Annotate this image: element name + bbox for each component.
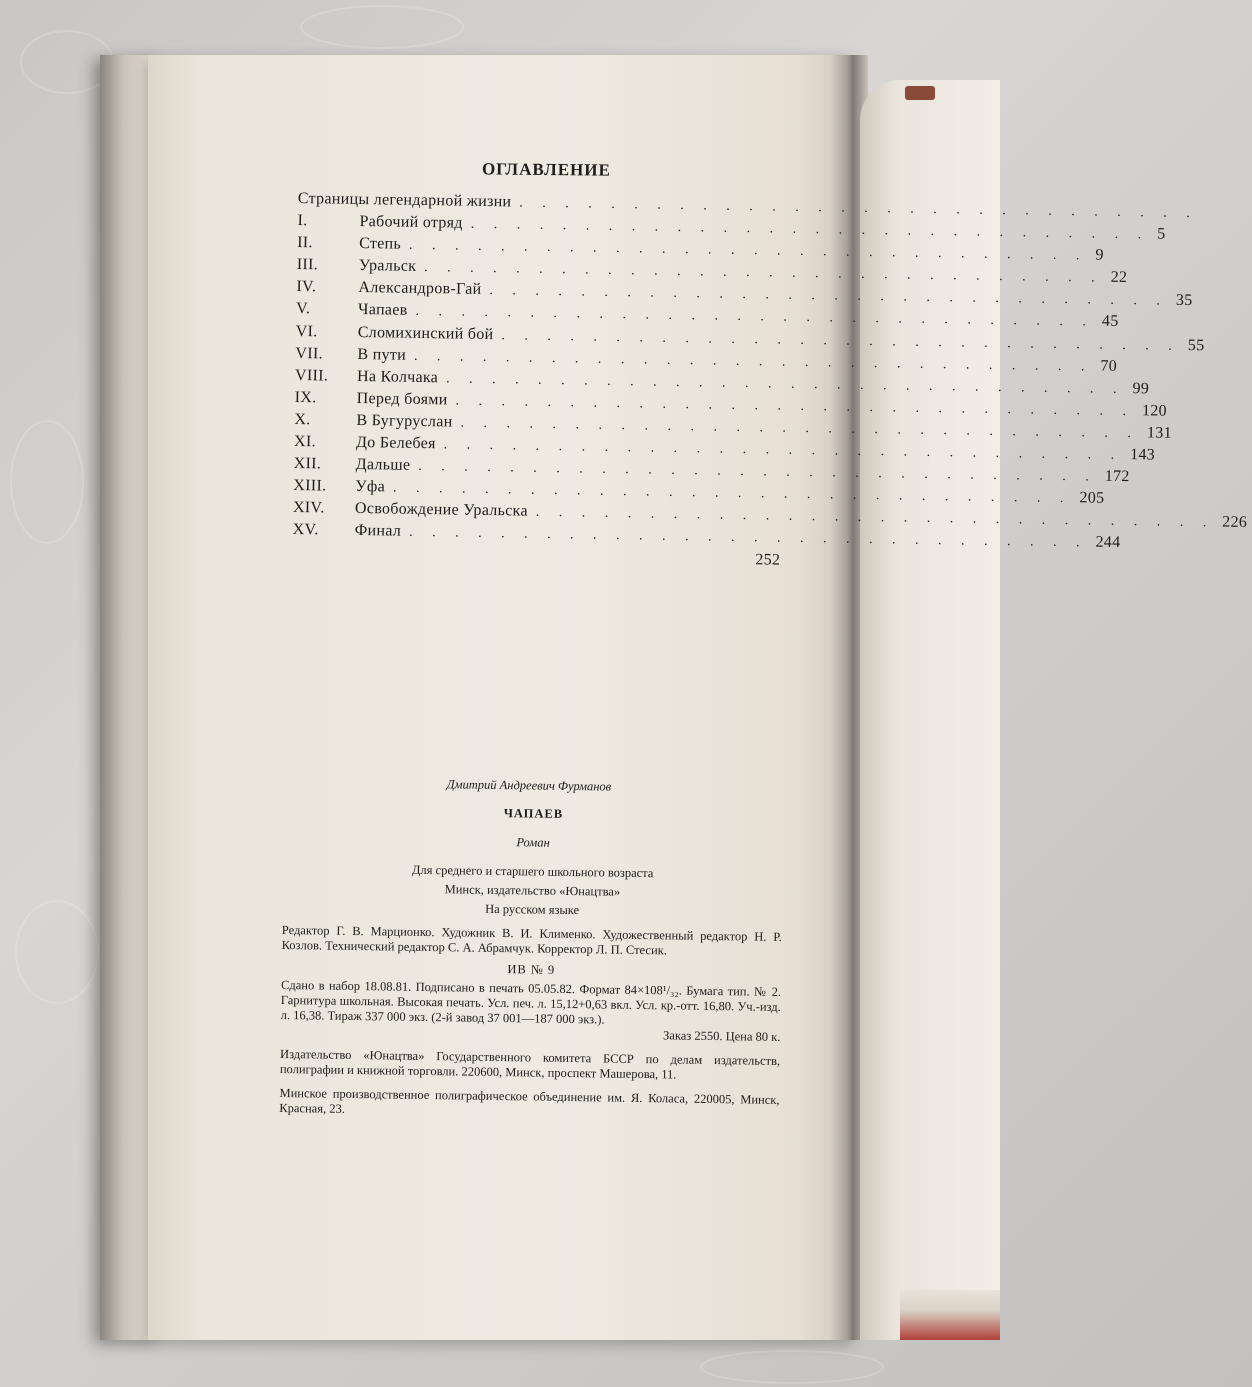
toc-chapter-number: II.	[297, 234, 313, 252]
colophon-publisher-address: Издательство «Юнацтва» Государственного комитета БССР по делам издательств, полиграфии и книжной торговли. 220600, Минск, проспект Машерова, 11.	[279, 1046, 781, 1082]
toc-chapter-page: 143	[1130, 446, 1156, 464]
toc-chapter-label: Уральск	[358, 257, 417, 276]
toc-chapter-page: 22	[1110, 269, 1128, 287]
toc-leader-dots: . . . . . . . . . . . . . . . . . . . . . . . . . . . . . .	[519, 195, 1198, 222]
colophon-editors: Редактор Г. В. Марционко. Художник В. И. Клименко. Художественный редактор Н. Р. Козлов. Технический редактор С. А. Абрамчук. Корректор Л. П. Стесик.	[281, 922, 782, 958]
table-of-contents	[292, 190, 1248, 573]
toc-leader-dots: . . . . . . . . . . . . . . . . . . . . . . . . . . . . . .	[415, 304, 1095, 330]
toc-chapter-label: Финал	[354, 522, 402, 541]
toc-chapter-label: Сломихинский бой	[357, 323, 494, 343]
toc-chapter-number: XV.	[292, 521, 319, 539]
toc-leader-dots: . . . . . . . . . . . . . . . . . . . . . . . . . . . . . .	[408, 237, 1088, 264]
toc-chapter-page: 205	[1079, 489, 1105, 507]
toc-chapter-number: VII.	[295, 344, 323, 363]
toc-chapter-label: Чапаев	[357, 301, 408, 320]
toc-leader-dots: . . . . . . . . . . . . . . . . . . . . . . . . . . . . . .	[460, 415, 1140, 442]
toc-chapter-page: 99	[1132, 379, 1150, 398]
toc-chapter-label: В пути	[357, 345, 407, 364]
toc-chapter-number: VI.	[295, 322, 318, 340]
toc-leader-dots: . . . . . . . . . . . . . . . . . . . . . . . . . . . . . .	[424, 260, 1103, 286]
toc-chapter-label: Освобождение Уральска	[354, 500, 528, 520]
toc-chapter-number: I.	[297, 212, 308, 230]
toc-chapter-page: 55	[1187, 336, 1205, 354]
toc-title: ОГЛАВЛЕНИЕ	[481, 159, 612, 180]
toc-chapter-number: XI.	[293, 433, 316, 451]
toc-leader-dots: . . . . . . . . . . . . . . . . . . . . . . . . . . . . . .	[455, 393, 1135, 420]
toc-chapter-page: 5	[1157, 225, 1166, 243]
colophon-genre: Роман	[516, 835, 550, 850]
toc-leader-dots: . . . . . . . . . . . . . . . . . . . . . . . . . . . . . .	[418, 459, 1097, 485]
toc-chapter-page: 172	[1104, 467, 1130, 486]
toc-chapter-number: IV.	[296, 278, 317, 296]
colophon-author: Дмитрий Андреевич Фурманов	[446, 777, 612, 794]
toc-chapter-number: III.	[296, 256, 319, 274]
toc-chapter-number	[292, 556, 354, 557]
colophon-print-details: Сдано в набор 18.08.81. Подписано в печать 05.05.82. Формат 84×108¹/₃₂. Бумага тип. № 2. Гарнитура школьная. Высокая печать. Усл. печ. л. 15,12+0,63 вкл. Усл. кр.-отт. 16,80. Уч.-изд. л. 16,38. Тираж 337 000 экз. (2-й завод 37 001—187 000 экз.).	[280, 977, 782, 1027]
toc-leader-dots: . . . . . . . . . . . . . . . . . . . . . . . . . . . . . .	[501, 327, 1180, 354]
colophon-language: На русском языке	[485, 901, 580, 918]
toc-leader-dots: . . . . . . . . . . . . . . . . . . . . . . . . . . . . . .	[443, 437, 1123, 464]
toc-chapter-label: До Белебея	[355, 433, 436, 453]
colophon-iv-number: ИВ № 9	[507, 962, 556, 977]
toc-chapter-page: 252	[755, 550, 781, 569]
toc-chapter-number: XIII.	[293, 477, 327, 495]
toc-chapter-page: 226	[1222, 513, 1248, 532]
toc-chapter-label: На Колчака	[356, 367, 439, 386]
toc-chapter-label: Перед боями	[356, 389, 448, 409]
toc-chapter-page: 35	[1175, 292, 1193, 310]
colophon	[279, 775, 784, 1123]
colophon-audience: Для среднего и старшего школьного возраста	[411, 862, 654, 881]
toc-chapter-page: 131	[1146, 424, 1172, 442]
colophon-title: ЧАПАЕВ	[503, 806, 564, 821]
colophon-order-price: Заказ 2550. Цена 80 к.	[662, 1028, 781, 1044]
toc-chapter-number: V.	[295, 300, 311, 318]
toc-leader-dots	[362, 558, 732, 564]
toc-chapter-label: В Бугуруслан	[356, 411, 453, 431]
toc-leader-dots: . . . . . . . . . . . . . . . . . . . . . . . . . . . . . .	[489, 283, 1168, 310]
toc-chapter-label: Дальше	[355, 456, 411, 474]
toc-chapter-page: 45	[1101, 313, 1119, 331]
toc-chapter-number: XIV.	[292, 499, 325, 517]
toc-chapter-label: Уфа	[355, 478, 386, 496]
colophon-printer: Минское производственное полиграфическое объединение им. Я. Коласа, 220005, Минск, Красная, 23.	[279, 1085, 780, 1116]
toc-chapter-page: 9	[1095, 246, 1104, 264]
toc-chapter-page: 70	[1100, 357, 1118, 375]
toc-leader-dots: . . . . . . . . . . . . . . . . . . . . . . . . . . . . . .	[392, 480, 1072, 507]
toc-chapter-number: X.	[294, 410, 311, 429]
toc-chapter-page: 120	[1141, 402, 1168, 420]
toc-chapter-label: Александров-Гай	[358, 279, 482, 299]
toc-leader-dots: . . . . . . . . . . . . . . . . . . . . . . . . . . . . . .	[446, 371, 1125, 397]
toc-leader-dots: . . . . . . . . . . . . . . . . . . . . . . . . . . . . . .	[535, 505, 1215, 531]
toc-chapter-page: 244	[1095, 533, 1121, 552]
toc-chapter-number: XII.	[293, 455, 322, 473]
toc-intro-label: Страницы легендарной жизни	[297, 190, 512, 211]
colophon-publisher-line: Минск, издательство «Юнацтва»	[444, 882, 621, 899]
toc-chapter-label: Рабочий отряд	[359, 213, 463, 232]
toc-chapter-number: IX.	[294, 388, 317, 407]
toc-leader-dots: . . . . . . . . . . . . . . . . . . . . . . . . . . . . . .	[409, 525, 1088, 551]
toc-leader-dots: . . . . . . . . . . . . . . . . . . . . . . . . . . . . . .	[413, 348, 1093, 375]
toc-leader-dots: . . . . . . . . . . . . . . . . . . . . . . . . . . . . . .	[470, 216, 1150, 243]
toc-chapter-label: Степь	[359, 235, 402, 253]
toc-chapter-number: VIII.	[294, 366, 329, 385]
